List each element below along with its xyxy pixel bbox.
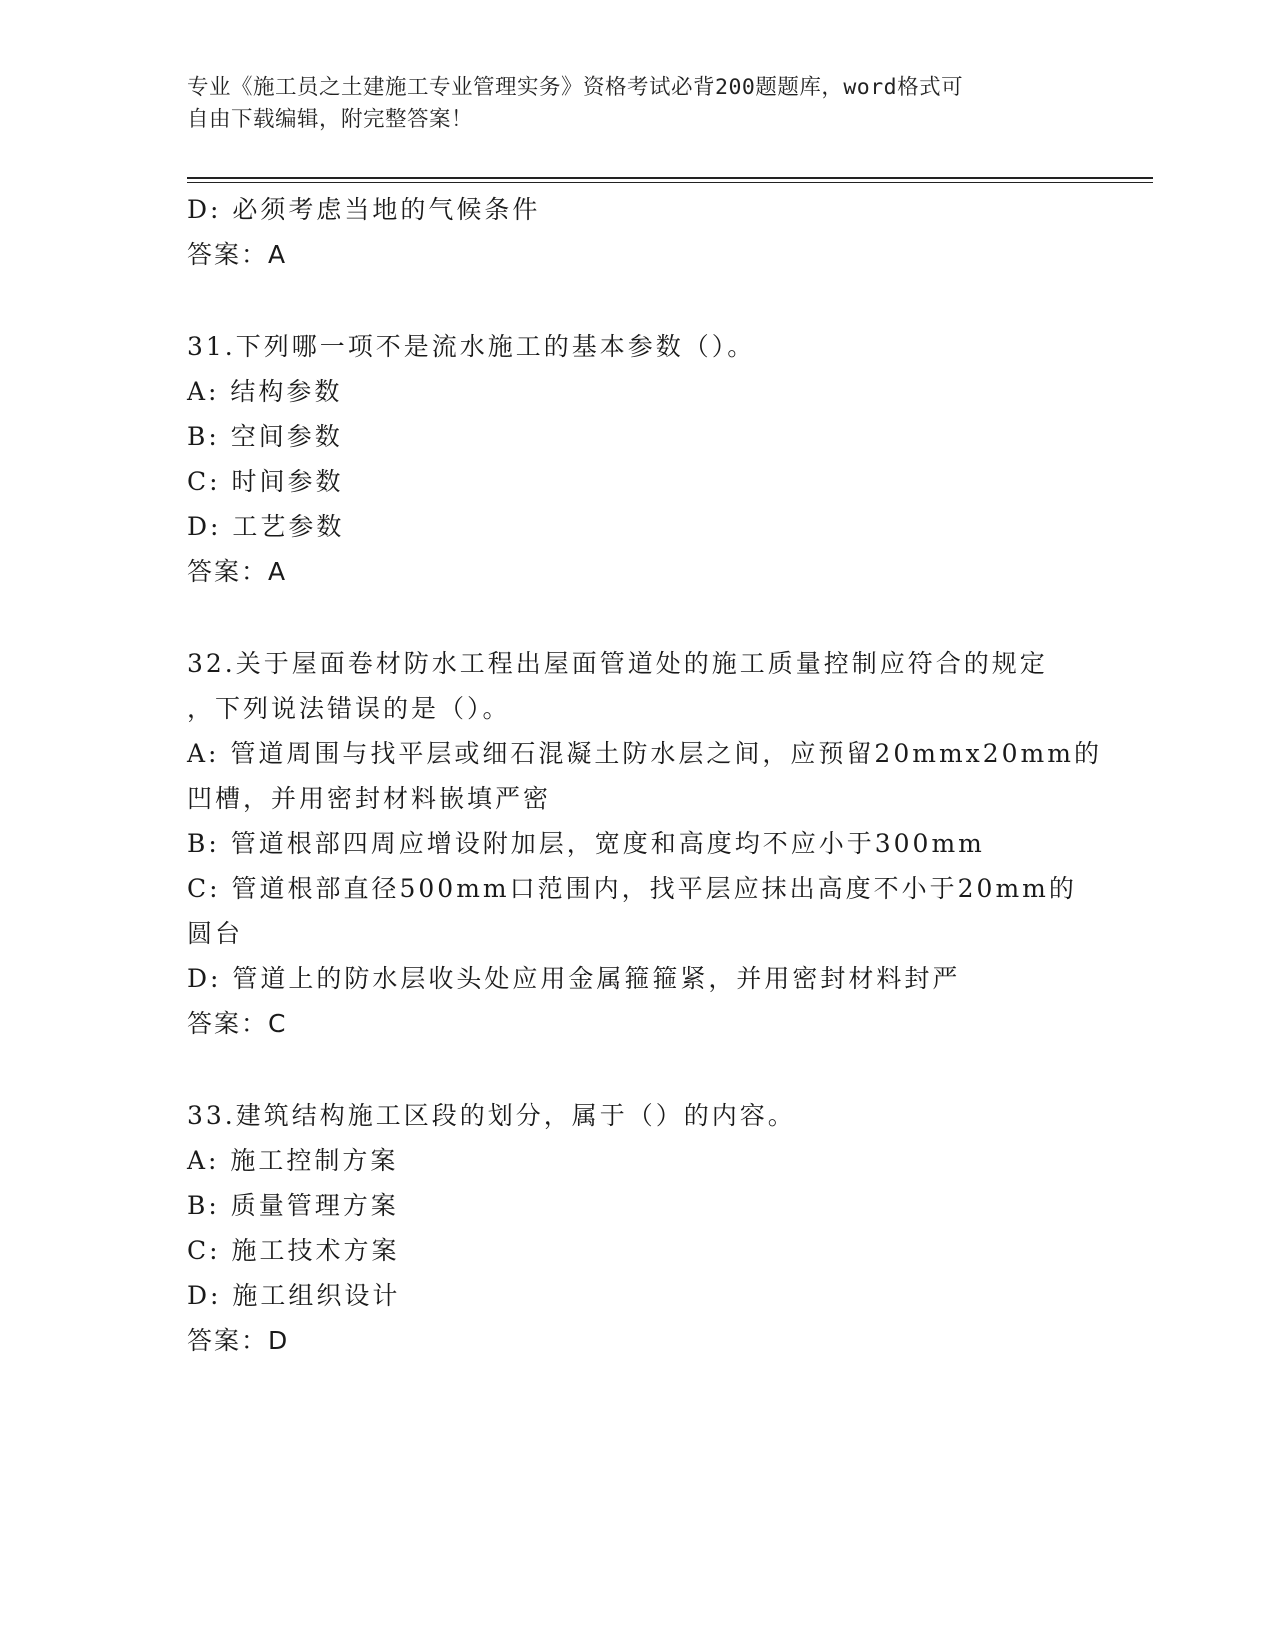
- header-line-2: 自由下载编辑，附完整答案！: [187, 107, 474, 132]
- answer: 答案：C: [187, 1009, 288, 1038]
- option-c: C: 时间参数: [187, 467, 344, 496]
- option-a-continued: 凹槽，并用密封材料嵌填严密: [187, 784, 552, 813]
- answer: 答案：D: [187, 1326, 290, 1355]
- option-d: D: 管道上的防水层收头处应用金属箍箍紧，并用密封材料封严: [187, 964, 961, 993]
- header-rule-thin: [187, 182, 1153, 183]
- option-b: B: 质量管理方案: [187, 1191, 399, 1220]
- option-d: D: 施工组织设计: [187, 1281, 401, 1310]
- prev-answer: 答案：A: [187, 240, 288, 269]
- spacer: [187, 594, 1087, 641]
- option-d: D: 工艺参数: [187, 512, 345, 541]
- header-rule-thick: [187, 177, 1153, 179]
- option-a: A: 施工控制方案: [187, 1146, 399, 1175]
- option-a: A: 结构参数: [187, 377, 343, 406]
- question-stem-continued: ，下列说法错误的是（）。: [187, 694, 511, 723]
- spacer: [187, 277, 1087, 324]
- question-content: [187, 187, 1102, 1363]
- answer: 答案：A: [187, 557, 288, 586]
- question-block: [187, 641, 1102, 1046]
- spacer: [187, 1046, 1087, 1093]
- option-b: B: 管道根部四周应增设附加层，宽度和高度均不应小于300mm: [187, 829, 985, 858]
- option-a: A: 管道周围与找平层或细石混凝土防水层之间，应预留20mmx20mm的: [187, 739, 1102, 768]
- question-stem: 31.下列哪一项不是流水施工的基本参数（）。: [187, 332, 756, 361]
- question-block: [187, 1093, 1087, 1363]
- option-c: C: 管道根部直径500mm口范围内，找平层应抹出高度不小于20mm的: [187, 874, 1077, 903]
- question-stem: 32.关于屋面卷材防水工程出屋面管道处的施工质量控制应符合的规定: [187, 649, 1048, 678]
- question-block: [187, 324, 1087, 594]
- option-b: B: 空间参数: [187, 422, 343, 451]
- question-stem: 33.建筑结构施工区段的划分，属于（）的内容。: [187, 1101, 796, 1130]
- header-line-1: 专业《施工员之土建施工专业管理实务》资格考试必背200题题库，word格式可: [187, 75, 964, 100]
- document-header: [187, 72, 1067, 136]
- option-c-continued: 圆台: [187, 919, 244, 948]
- prev-option-d: D: 必须考虑当地的气候条件: [187, 195, 541, 224]
- option-c: C: 施工技术方案: [187, 1236, 400, 1265]
